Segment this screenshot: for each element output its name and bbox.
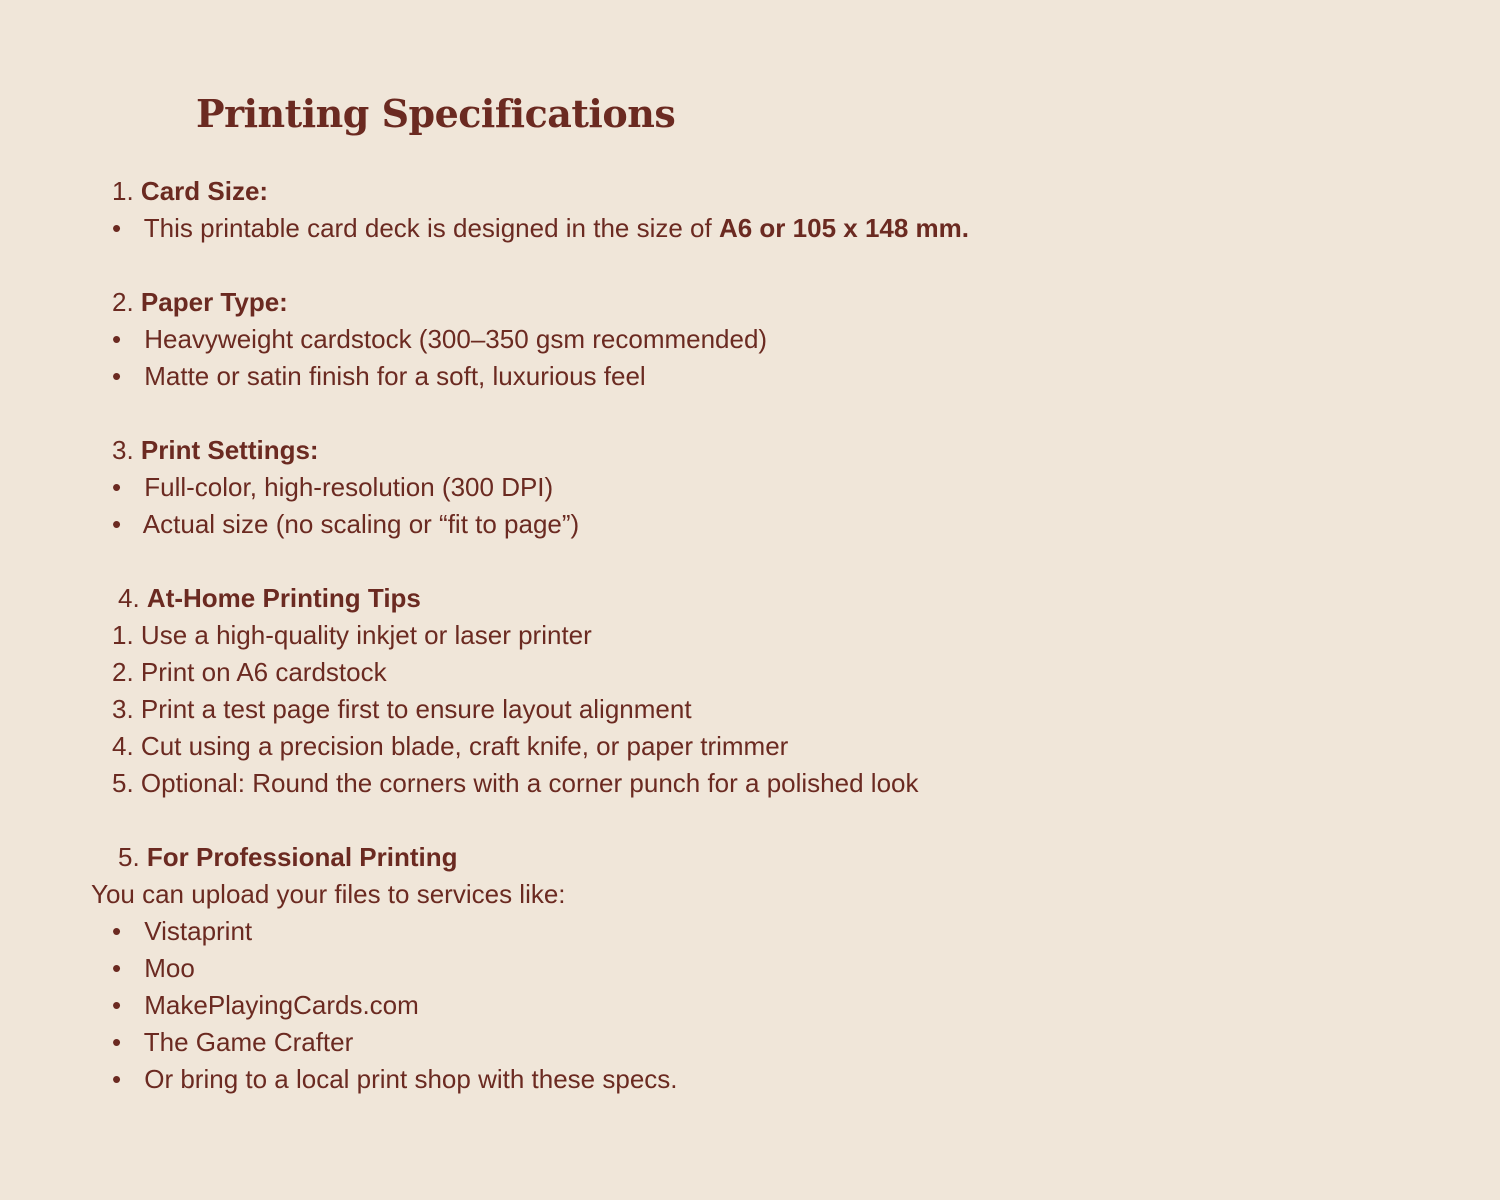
step-text: Print on A6 cardstock [140,657,387,687]
card-size-value: A6 or 105 x 148 mm. [718,213,970,243]
step-text: Optional: Round the corners with a corner punch for a polished look [140,768,919,798]
list-item [112,765,918,802]
section-number: 1. [112,176,134,206]
section-title: Paper Type: [140,287,288,317]
section-heading-at-home-tips [118,580,421,617]
bullet-text: This printable card deck is designed in the size of [143,213,719,243]
section-heading-paper-type [112,284,288,321]
step-number: 5. [112,768,134,798]
bullet-item [112,1061,678,1098]
bullet-text: Matte or satin finish for a soft, luxurious feel [144,361,646,391]
bullet-item [112,913,252,950]
bullet-item [112,1024,353,1061]
bullet-text: Heavyweight cardstock (300–350 gsm recommended) [144,324,768,354]
service-name: Moo [144,953,195,983]
section-number: 4. [118,583,140,613]
service-name: The Game Crafter [143,1027,354,1057]
bullet-item [112,950,195,987]
bullet-item [112,506,579,543]
bullet-item [112,210,969,247]
page-title: Printing Specifications [196,91,676,136]
bullet-item [112,987,419,1024]
bullet-item [112,469,553,506]
bullet-item [112,358,646,395]
step-number: 3. [112,694,134,724]
bullet-item [112,321,767,358]
step-text: Cut using a precision blade, craft knife, or paper trimmer [140,731,789,761]
step-text: Use a high-quality inkjet or laser printer [140,620,592,650]
step-number: 2. [112,657,134,687]
list-item [112,728,788,765]
bullet-text: Full-color, high-resolution (300 DPI) [144,472,554,502]
list-item [112,654,387,691]
section-heading-professional-printing [118,839,458,876]
list-item [112,691,692,728]
bullet-text: Actual size (no scaling or “fit to page”) [142,509,580,539]
step-number: 4. [112,731,134,761]
section-title: For Professional Printing [146,842,458,872]
section-number: 2. [112,287,134,317]
section-heading-print-settings [112,432,319,469]
section-title: At-Home Printing Tips [146,583,421,613]
section-number: 3. [112,435,134,465]
service-name: MakePlayingCards.com [144,990,419,1020]
section-title: Card Size: [140,176,269,206]
section-heading-card-size [112,173,268,210]
service-name: Vistaprint [144,916,253,946]
list-item [112,617,592,654]
intro-text: You can upload your files to services like: [91,879,566,909]
section-number: 5. [118,842,140,872]
section-title: Print Settings: [140,435,319,465]
step-text: Print a test page first to ensure layout alignment [140,694,692,724]
service-name: Or bring to a local print shop with these specs. [144,1064,678,1094]
step-number: 1. [112,620,134,650]
